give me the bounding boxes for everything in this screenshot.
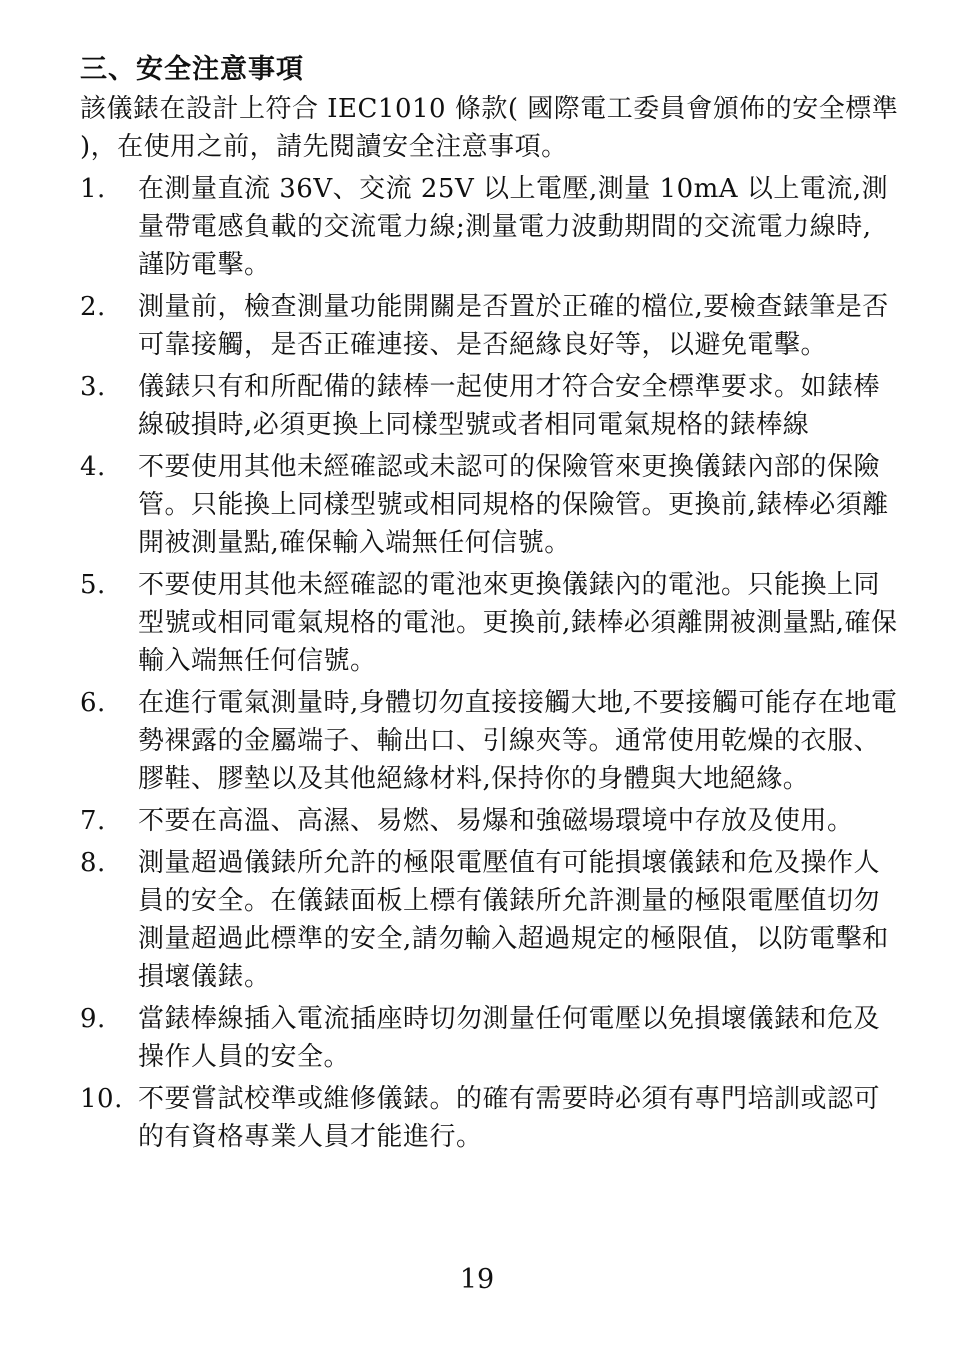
list-item: [80, 170, 902, 284]
item-number: 10.: [80, 1084, 123, 1114]
item-number: 8.: [80, 848, 106, 878]
list-item: [80, 844, 902, 996]
item-text: 當錶棒線插入電流插座時切勿測量任何電壓以免損壞儀錶和危及操作人員的安全。: [138, 1004, 881, 1072]
list-item: [80, 566, 902, 680]
list-item: [80, 448, 902, 562]
item-text: 在測量直流 36V、交流 25V 以上電壓,測量 10mA 以上電流,測量帶電感負載的交流電力線;測量電力波動期間的交流電力線時, 謹防電擊。: [138, 174, 889, 280]
item-number: 6.: [80, 688, 106, 718]
safety-list: [80, 170, 902, 1156]
list-item: [80, 1000, 902, 1076]
intro-paragraph: 該儀錶在設計上符合 IEC1010 條款( 國際電工委員會頒佈的安全標準 )，在使用之前，請先閱讀安全注意事項。: [80, 94, 899, 162]
list-item: [80, 1080, 902, 1156]
item-number: 9.: [80, 1004, 106, 1034]
item-number: 7.: [80, 806, 106, 836]
list-item: [80, 802, 902, 840]
list-item: [80, 288, 902, 364]
item-text: 測量前，檢查測量功能開關是否置於正確的檔位,要檢查錶筆是否可靠接觸，是否正確連接、是否絕緣良好等，以避免電擊。: [138, 292, 889, 360]
item-number: 5.: [80, 570, 106, 600]
item-number: 1.: [80, 174, 106, 204]
item-number: 3.: [80, 372, 106, 402]
item-text: 不要使用其他未經確認或未認可的保險管來更換儀錶內部的保險管。只能換上同樣型號或相同規格的保險管。更換前,錶棒必須離開被測量點,確保輸入端無任何信號。: [138, 452, 889, 558]
item-text: 儀錶只有和所配備的錶棒一起使用才符合安全標準要求。如錶棒線破損時,必須更換上同樣型號或者相同電氣規格的錶棒線: [138, 372, 881, 440]
section-title: 三、安全注意事項: [80, 54, 304, 85]
item-text: 不要使用其他未經確認的電池來更換儀錶內的電池。只能換上同型號或相同電氣規格的電池。更換前,錶棒必須離開被測量點,確保輸入端無任何信號。: [138, 570, 898, 676]
item-text: 在進行電氣測量時,身體切勿直接接觸大地,不要接觸可能存在地電勢裸露的金屬端子、輸出口、引線夾等。通常使用乾燥的衣服、膠鞋、膠墊以及其他絕緣材料,保持你的身體與大地絕緣。: [138, 688, 898, 794]
item-text: 不要在高溫、高濕、易燃、易爆和強磁場環境中存放及使用。: [138, 806, 854, 836]
document-page: [80, 52, 902, 1160]
page-number: 19: [459, 1264, 495, 1295]
list-item: [80, 684, 902, 798]
list-item: [80, 368, 902, 444]
item-text: 不要嘗試校準或維修儀錶。的確有需要時必須有專門培訓或認可的有資格專業人員才能進行。: [138, 1084, 881, 1152]
item-text: 測量超過儀錶所允許的極限電壓值有可能損壞儀錶和危及操作人員的安全。在儀錶面板上標有儀錶所允許測量的極限電壓值切勿測量超過此標準的安全,請勿輸入超過規定的極限值，以防電擊和損壞儀錶。: [138, 848, 889, 992]
item-number: 4.: [80, 452, 106, 482]
item-number: 2.: [80, 292, 106, 322]
